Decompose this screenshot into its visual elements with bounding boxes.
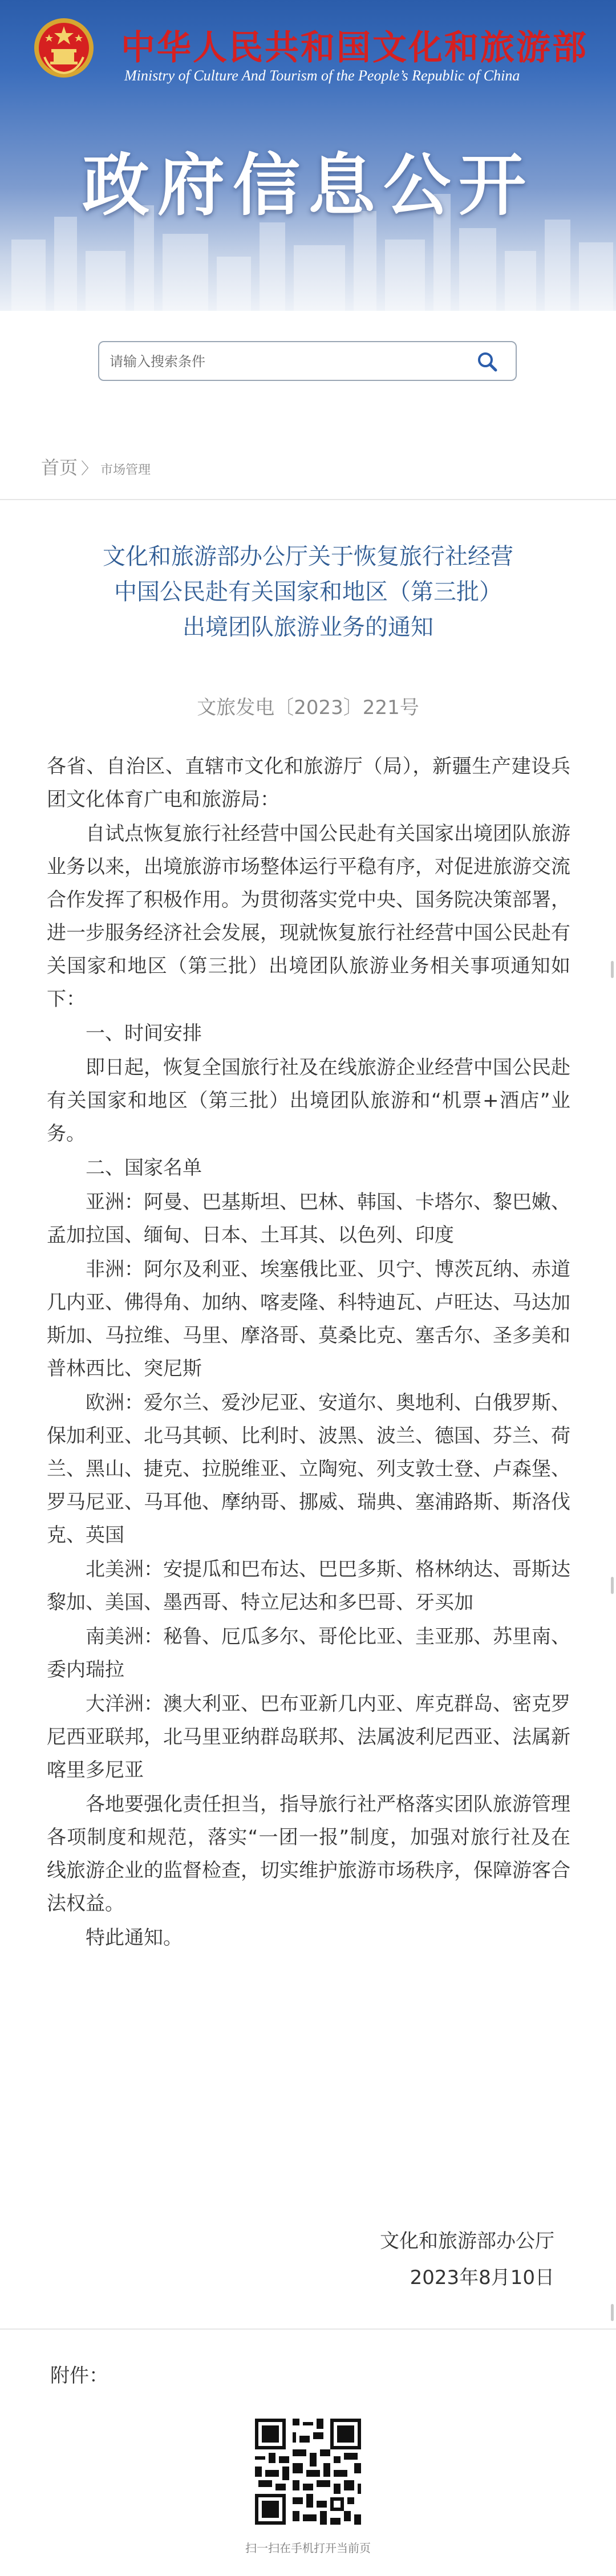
attachments-label: 附件： (50, 2364, 108, 2387)
signature-block (380, 2223, 554, 2296)
country-list-north-america: 北美洲：安提瓜和巴布达、巴巴多斯、格林纳达、哥斯达黎加、美国、墨西哥、特立尼达和多巴哥、牙买加 (47, 1558, 570, 1614)
search-input[interactable] (108, 348, 464, 375)
signature-org: 文化和旅游部办公厅 (380, 2230, 554, 2253)
paragraph: 即日起，恢复全国旅行社及在线旅游企业经营中国公民赴有关国家和地区（第三批）出境团队旅游和“机票+酒店”业务。 (47, 1056, 570, 1145)
ministry-name-en: Ministry of Culture And Tourism of the People’s Republic of China (124, 67, 520, 84)
national-emblem-icon (33, 17, 95, 79)
header-banner (0, 0, 616, 311)
section-heading: 二、国家名单 (86, 1157, 202, 1179)
qr-code-icon[interactable] (252, 2415, 364, 2528)
paragraph: 各省、自治区、直辖市文化和旅游厅（局），新疆生产建设兵团文化体育广电和旅游局： (47, 755, 570, 811)
search-icon[interactable] (476, 350, 499, 373)
paragraph: 自试点恢复旅行社经营中国公民赴有关国家出境团队旅游业务以来，出境旅游市场整体运行平稳有序，对促进旅游交流合作发挥了积极作用。为贯彻落实党中央、国务院决策部署，进一步服务经济社会发展，现就恢复旅行社经营中国公民赴有关国家和地区（第三批）出境团队旅游业务相关事项通知如下： (47, 822, 570, 1011)
breadcrumb (41, 453, 151, 480)
qr-caption: 扫一扫在手机打开当前页 (245, 2541, 371, 2555)
divider (0, 2328, 616, 2330)
country-list-asia: 亚洲：阿曼、巴基斯坦、巴林、韩国、卡塔尔、黎巴嫩、孟加拉国、缅甸、日本、土耳其、以色列、印度 (47, 1191, 570, 1247)
title-line: 文化和旅游部办公厅关于恢复旅行社经营 (103, 543, 513, 570)
breadcrumb-home-link[interactable]: 首页 (41, 457, 78, 478)
country-list-south-america: 南美洲：秘鲁、厄瓜多尔、哥伦比亚、圭亚那、苏里南、委内瑞拉 (47, 1625, 570, 1681)
signature-date: 2023年8月10日 (410, 2266, 554, 2289)
country-list-africa: 非洲：阿尔及利亚、埃塞俄比亚、贝宁、博茨瓦纳、赤道几内亚、佛得角、加纳、喀麦隆、科特迪瓦、卢旺达、马达加斯加、马拉维、马里、摩洛哥、莫桑比克、塞舌尔、圣多美和普林西比、突尼斯 (47, 1258, 570, 1380)
ministry-name-cn: 中华人民共和国文化和旅游部 (121, 28, 588, 68)
portal-title: 政府信息公开 (82, 146, 534, 225)
scrollbar-thumb[interactable] (611, 2304, 614, 2321)
section-heading: 一、时间安排 (86, 1022, 202, 1045)
document-number: 文旅发电〔2023〕221号 (197, 696, 419, 719)
title-line: 出境团队旅游业务的通知 (183, 614, 433, 640)
breadcrumb-current[interactable]: 市场管理 (100, 463, 151, 477)
search-box (98, 341, 517, 381)
breadcrumb-separator: 〉 (81, 459, 98, 478)
scrollbar-thumb[interactable] (611, 961, 614, 978)
document-body (47, 750, 570, 1956)
title-line: 中国公民赴有关国家和地区（第三批） (114, 579, 502, 605)
scrollbar-thumb[interactable] (611, 1577, 614, 1594)
document-title (46, 539, 570, 645)
country-list-europe: 欧洲：爱尔兰、爱沙尼亚、安道尔、奥地利、白俄罗斯、保加利亚、北马其顿、比利时、波黑、波兰、德国、芬兰、荷兰、黑山、捷克、拉脱维亚、立陶宛、列支敦士登、卢森堡、罗马尼亚、马耳他、摩纳哥、挪威、瑞典、塞浦路斯、斯洛伐克、英国 (47, 1392, 570, 1547)
country-list-oceania: 大洋洲：澳大利亚、巴布亚新几内亚、库克群岛、密克罗尼西亚联邦，北马里亚纳群岛联邦、法属波利尼西亚、法属新喀里多尼亚 (47, 1693, 570, 1782)
divider (0, 499, 616, 500)
paragraph: 各地要强化责任担当，指导旅行社严格落实团队旅游管理各项制度和规范，落实“一团一报”制度，加强对旅行社及在线旅游企业的监督检查，切实维护旅游市场秩序，保障游客合法权益。 (47, 1793, 570, 1915)
closing-line: 特此通知。 (86, 1926, 183, 1949)
